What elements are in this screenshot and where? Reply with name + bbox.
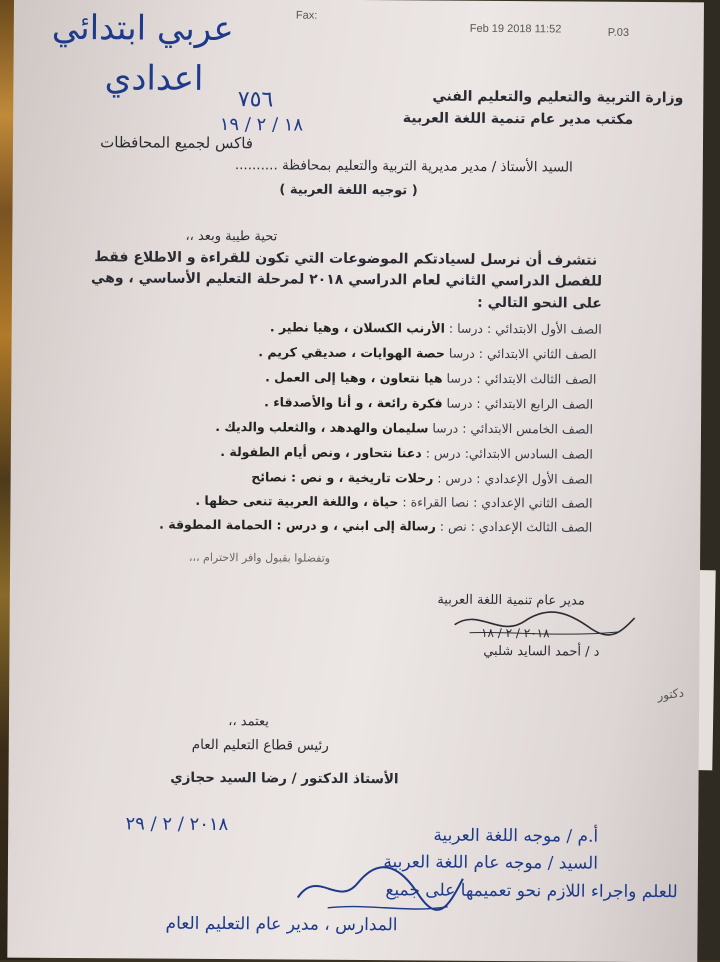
approval-title: رئيس قطاع التعليم العام xyxy=(191,736,329,754)
handwritten-number: ٧٥٦ xyxy=(237,87,274,113)
fax-document xyxy=(7,0,704,962)
grade-item xyxy=(258,344,596,361)
handwritten-note-2: السيد / موجه عام اللغة العربية xyxy=(383,852,599,874)
grade-item xyxy=(195,493,592,511)
ministry-name: وزارة التربية والتعليم والتعليم الفني xyxy=(432,88,684,107)
intro-line-2: للفصل الدراسي الثاني لعام الدراسي ٢٠١٨ لمرحلة التعليم الأساسي ، وهي xyxy=(90,270,603,290)
director-name: د / أحمد السايد شلبي xyxy=(483,643,600,660)
grade-lessons: رسالة إلى ابني ، و درس : الحمامة المطوقة . xyxy=(159,516,436,534)
grade-label: الصف الرابع الابتدائي : درسا xyxy=(442,395,594,412)
addressee-department: ( توجيه اللغة العربية ) xyxy=(279,182,418,199)
approval-name: الأستاذ الدكتور / رضا السيد حجازي xyxy=(170,769,399,788)
fax-label: Fax: xyxy=(295,9,318,22)
grade-label: الصف الثالث الابتدائي : درسا xyxy=(442,370,597,387)
director-title: مدير عام تنمية اللغة العربية xyxy=(437,592,585,609)
office-name: مكتب مدير عام تنمية اللغة العربية xyxy=(402,110,634,128)
intro-line-1: نتشرف أن نرسل لسيادتكم الموضوعات التي تكون للقراءة و الاطلاع فقط xyxy=(94,249,598,269)
grade-lessons: سليمان والهدهد ، والثعلب والديك . xyxy=(215,419,429,436)
grade-item xyxy=(215,419,593,437)
grade-item xyxy=(251,469,592,486)
grade-label: الصف الأول الابتدائي : درسا : xyxy=(444,320,602,337)
intro-line-3: على النحو التالي : xyxy=(477,294,602,312)
grade-lessons: حصة الهوايات ، صديقي كريم . xyxy=(258,344,446,361)
grade-lessons: هيا نتعاون ، وهيا إلى العمل . xyxy=(265,369,443,386)
grade-label: الصف الأول الإعدادي : درس : xyxy=(433,470,593,487)
grade-lessons: دعنا نتحاور ، ونص أيام الطفولة . xyxy=(220,444,422,461)
handwritten-note-3: للعلم واجراء اللازم نحو تعميمها على جميع xyxy=(385,880,678,903)
closing-line: وتفضلوا بقبول وافر الاحترام ،،، xyxy=(188,550,331,565)
director-sign-date: ٢٠١٨ / ٢ / ١٨ xyxy=(481,625,550,641)
greeting: تحية طيبة وبعد ،، xyxy=(185,228,278,245)
grade-label: الصف الثالث الإعدادي : نص : xyxy=(435,518,593,535)
grade-item xyxy=(159,517,592,535)
grade-item xyxy=(220,444,593,462)
approval-label: يعتمد ،، xyxy=(228,714,270,730)
grade-lessons: حياة ، واللغة العربية تنعى حظها . xyxy=(195,492,399,510)
grade-label: الصف السادس الابتدائي: درس : xyxy=(421,445,593,462)
grade-lessons: الأرنب الكسلان ، وهيا نطير . xyxy=(269,319,446,336)
grade-label: الصف الثاني الإعدادي : نصا القراءة : xyxy=(398,494,593,511)
grade-item xyxy=(264,394,593,411)
handwritten-bottom-date: ٢٠١٨ / ٢ / ٢٩ xyxy=(125,813,229,836)
grade-lessons: فكرة رائعة ، و أنا والأصدقاء . xyxy=(264,394,443,411)
addressee-line: السيد الأستاذ / مدير مديرية التربية والتعليم بمحافظة .......... xyxy=(234,157,573,176)
handwritten-subject: عربي ابتدائي xyxy=(51,7,234,50)
grade-lessons: رحلات تاريخية ، و نص : نصائح xyxy=(251,469,434,486)
fax-page: P.03 xyxy=(607,26,630,39)
fax-date: Feb 19 2018 11:52 xyxy=(469,22,562,36)
doctor-stamp: دكتور xyxy=(656,685,685,703)
handwritten-signature xyxy=(288,858,468,919)
fax-recipients: فاكس لجميع المحافظات xyxy=(100,133,254,153)
grade-label: الصف الخامس الابتدائي : درسا xyxy=(428,420,594,437)
grade-item xyxy=(265,369,596,386)
handwritten-note-4: المدارس ، مدير عام التعليم العام xyxy=(165,913,398,936)
handwritten-note-1: أ.م / موجه اللغة العربية xyxy=(433,825,599,847)
grade-label: الصف الثاني الابتدائي : درسا xyxy=(444,345,597,362)
handwritten-stage: اعدادي xyxy=(104,58,204,99)
handwritten-date: ١٨ / ٢ / ١٩ xyxy=(219,114,304,136)
grade-item xyxy=(270,319,602,336)
